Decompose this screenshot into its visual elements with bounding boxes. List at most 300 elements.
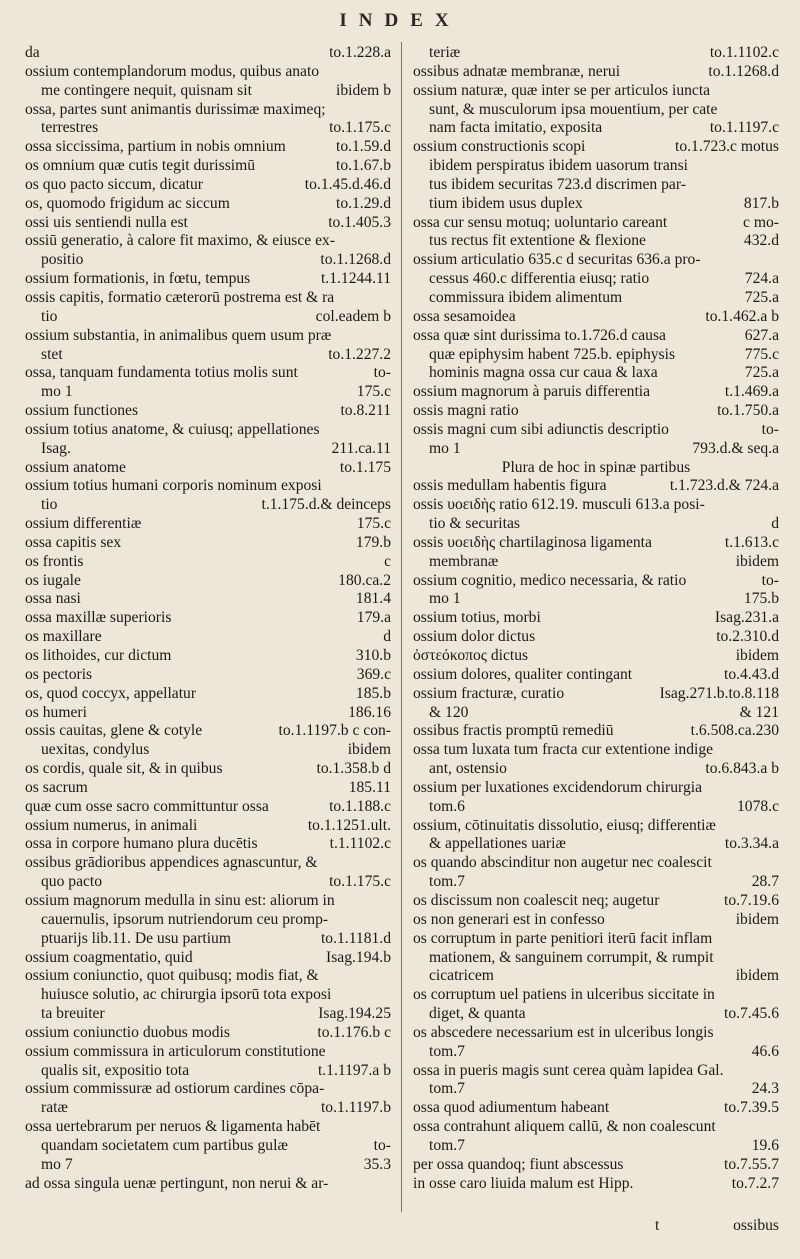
index-entry	[25, 138, 391, 157]
entry-text: os frontis	[25, 552, 84, 570]
index-entry	[25, 873, 391, 892]
index-entry	[25, 722, 391, 741]
entry-reference: to.7.19.6	[720, 892, 779, 911]
entry-reference: to-	[370, 1137, 391, 1156]
entry-text: & 120	[429, 703, 469, 721]
entry-text: ossium per luxationes excidendorum chirurgia	[413, 778, 702, 796]
entry-text: stet	[41, 345, 63, 363]
index-entry	[25, 383, 391, 402]
entry-reference: 35.3	[360, 1156, 391, 1175]
entry-text: os maxillare	[25, 628, 102, 646]
entry-text: ossiū generatio, à calore fit maximo, & eiusce ex-	[25, 232, 336, 250]
entry-text: ossa nasi	[25, 590, 81, 608]
page-header: INDEX	[339, 10, 461, 31]
entry-text: ossium totius anatome, & cuiusq; appellationes	[25, 420, 320, 438]
entry-reference: to.1.723.c motus	[671, 138, 779, 157]
entry-reference: 175.c	[353, 383, 391, 402]
entry-reference: 310.b	[352, 647, 391, 666]
index-entry	[25, 232, 391, 251]
index-entry	[25, 741, 391, 760]
page-footer	[413, 1216, 779, 1236]
entry-text: ossium totius humani corporis nominum exposi	[25, 477, 322, 495]
entry-reference: to.1.1102.c	[706, 44, 779, 63]
entry-text: ant, ostensio	[429, 760, 507, 778]
entry-text: tom.7	[429, 1042, 465, 1060]
entry-text: ossium fracturæ, curatio	[413, 684, 565, 702]
entry-reference: ibidem b	[332, 82, 391, 101]
index-entry	[25, 1118, 391, 1137]
index-entry	[25, 798, 391, 817]
entry-reference: to.1.1251.ult.	[304, 817, 391, 836]
index-entry	[413, 1024, 779, 1043]
index-entry	[25, 553, 391, 572]
entry-reference: Isag.194.25	[314, 1005, 391, 1024]
entry-text: ossa in pueris magis sunt cerea quàm lapidea Gal.	[413, 1061, 724, 1079]
index-entry	[25, 402, 391, 421]
entry-reference: to.1.228.a	[325, 44, 391, 63]
index-entry	[413, 817, 779, 836]
index-entry	[25, 911, 391, 930]
index-entry	[413, 609, 779, 628]
index-entry	[413, 1005, 779, 1024]
entry-text: ad ossa singula uenæ pertingunt, non nerui & ar-	[25, 1174, 329, 1192]
entry-reference: 179.a	[353, 609, 391, 628]
index-entry	[25, 1024, 391, 1043]
entry-text: da	[25, 44, 40, 61]
entry-reference: to.4.43.d	[720, 666, 779, 685]
index-entry	[413, 628, 779, 647]
entry-text: os abscedere necessarium est in ulceribus longis	[413, 1023, 714, 1041]
entry-reference: t.1.1197.a b	[314, 1062, 391, 1081]
index-entry	[25, 289, 391, 308]
entry-reference: t.6.508.ca.230	[687, 722, 779, 741]
entry-reference: to.1.1268.d	[316, 251, 391, 270]
index-entry	[413, 251, 779, 270]
index-entry	[413, 1175, 779, 1194]
index-entry	[25, 1156, 391, 1175]
entry-text: tom.6	[429, 797, 465, 815]
entry-reference: col.eadem b	[312, 308, 391, 327]
entry-text: quæ cum osse sacro committuntur ossa	[25, 797, 269, 815]
index-entry	[25, 327, 391, 346]
entry-reference: to.1.227.2	[324, 346, 391, 365]
entry-text: ossium coniunctio duobus modis	[25, 1023, 230, 1041]
entry-text: cicatricem	[429, 967, 494, 985]
index-entry	[25, 82, 391, 101]
index-entry	[413, 82, 779, 101]
entry-text: ossium coagmentatio, quid	[25, 948, 193, 966]
entry-text: tio	[41, 496, 58, 514]
entry-text: ossi uis sentiendi nulla est	[25, 213, 188, 231]
entry-text: huiusce solutio, ac chirurgia ipsorū tota exposi	[41, 986, 332, 1004]
index-entry	[25, 986, 391, 1005]
entry-reference: to.2.310.d	[712, 628, 779, 647]
entry-reference: to.7.2.7	[728, 1175, 779, 1194]
index-entry	[413, 459, 779, 478]
entry-text: ossibus fractis promptū remediū	[413, 722, 614, 740]
entry-text: sunt, & musculorum ipsa mouentium, per cate	[429, 100, 718, 118]
entry-text: commissura ibidem alimentum	[429, 288, 623, 306]
entry-text: os corruptum in parte penitiori iterū facit inflam	[413, 929, 713, 947]
index-entry	[413, 101, 779, 120]
entry-text: positio	[41, 251, 84, 269]
entry-text: cauernulis, ipsorum nutriendorum ceu promp-	[41, 910, 329, 928]
entry-text: ossa siccissima, partium in nobis omnium	[25, 138, 286, 156]
index-entry	[25, 477, 391, 496]
index-entry	[25, 967, 391, 986]
entry-text: ossium differentiæ	[25, 515, 142, 533]
entry-reference: 725.a	[741, 364, 779, 383]
entry-reference: t.1.1244.11	[317, 270, 391, 289]
entry-reference: to.1.175	[336, 459, 391, 478]
entry-text: tom.7	[429, 1136, 465, 1154]
entry-reference: to.3.34.a	[721, 835, 779, 854]
entry-text: ossium articulatio 635.c d securitas 636.a pro-	[413, 251, 701, 269]
index-entry	[413, 949, 779, 968]
entry-reference: ibidem	[732, 967, 779, 986]
index-entry	[413, 383, 779, 402]
entry-reference: d	[767, 515, 779, 534]
entry-text: terrestres	[41, 119, 99, 137]
entry-text: ossium magnorum à paruis differentia	[413, 383, 651, 401]
index-entry	[25, 1005, 391, 1024]
entry-reference: c	[380, 553, 391, 572]
index-entry	[413, 534, 779, 553]
entry-reference: to.6.843.a b	[701, 760, 779, 779]
index-entry	[413, 760, 779, 779]
entry-text: ptuarijs lib.11. De usu partium	[41, 929, 231, 947]
entry-text: nam facta imitatio, exposita	[429, 119, 603, 137]
index-entry	[25, 854, 391, 873]
index-entry	[25, 628, 391, 647]
entry-text: ossium, cōtinuitatis dissolutio, eiusq; differentiæ	[413, 816, 716, 834]
index-entry	[413, 930, 779, 949]
entry-text: mationem, & sanguinem corrumpit, & rumpit	[429, 948, 714, 966]
entry-reference: to.7.45.6	[720, 1005, 779, 1024]
entry-reference: 432.d	[740, 232, 779, 251]
entry-text: ossis cauitas, glene & cotyle	[25, 722, 203, 740]
entry-reference: to-	[758, 421, 779, 440]
entry-text: tom.7	[429, 873, 465, 891]
entry-text: ossibus adnatæ membranæ, nerui	[413, 62, 621, 80]
index-entry	[413, 1062, 779, 1081]
index-entry	[413, 835, 779, 854]
index-entry	[25, 176, 391, 195]
index-entry	[25, 308, 391, 327]
entry-text: hominis magna ossa cur caua & laxa	[429, 364, 658, 382]
entry-text: ossa capitis sex	[25, 533, 122, 551]
index-entry	[25, 214, 391, 233]
entry-text: ossium dolores, qualiter contingant	[413, 665, 633, 683]
index-entry	[413, 44, 779, 63]
entry-text: os pectoris	[25, 665, 93, 683]
left-column	[25, 44, 391, 1193]
entry-reference: 19.6	[748, 1137, 779, 1156]
entry-text: ossibus grādioribus appendices agnascuntur, &	[25, 854, 318, 872]
entry-text: ossium dolor dictus	[413, 628, 536, 646]
entry-reference: to.1.175.c	[325, 119, 391, 138]
entry-text: os cordis, quale sit, & in quibus	[25, 760, 223, 778]
entry-text: os non generari est in confesso	[413, 910, 605, 928]
index-entry	[413, 572, 779, 591]
entry-text: tio & securitas	[429, 515, 520, 533]
index-entry	[25, 364, 391, 383]
entry-reference: 627.a	[741, 327, 779, 346]
entry-reference: 793.d.& seq.a	[688, 440, 779, 459]
entry-text: os iugale	[25, 571, 81, 589]
index-entry	[413, 327, 779, 346]
index-entry	[25, 534, 391, 553]
entry-text: quo pacto	[41, 873, 103, 891]
index-entry	[413, 986, 779, 1005]
index-entry	[25, 892, 391, 911]
entry-reference: to.1.1268.d	[704, 63, 779, 82]
index-entry	[413, 553, 779, 572]
entry-reference: 180.ca.2	[334, 572, 391, 591]
entry-text: ossa cur sensu motuq; uoluntario careant	[413, 213, 668, 231]
entry-reference: 369.c	[353, 666, 391, 685]
entry-reference: 179.b	[352, 534, 391, 553]
entry-reference: Isag.231.a	[711, 609, 779, 628]
entry-text: os sacrum	[25, 778, 88, 796]
index-entry	[413, 685, 779, 704]
index-entry	[25, 440, 391, 459]
index-entry	[25, 704, 391, 723]
entry-text: mo 1	[41, 383, 73, 401]
entry-reference: ibidem	[732, 911, 779, 930]
index-entry	[25, 666, 391, 685]
entry-reference: 186.16	[344, 704, 391, 723]
entry-reference: 181.4	[352, 590, 391, 609]
entry-reference: to.1.67.b	[332, 157, 391, 176]
entry-text: ossium numerus, in animali	[25, 816, 198, 834]
entry-text: ossis υοειδὴς chartilaginosa ligamenta	[413, 533, 652, 551]
entry-reference: 817.b	[740, 195, 779, 214]
index-entry	[413, 515, 779, 534]
entry-text: os lithoides, cur dictum	[25, 647, 172, 664]
entry-text: mo 1	[429, 439, 461, 457]
entry-text: ossium cognitio, medico necessaria, & ratio	[413, 571, 687, 589]
entry-reference: t.1.1102.c	[326, 835, 391, 854]
index-entry	[413, 1118, 779, 1137]
entry-reference: 775.c	[741, 346, 779, 365]
entry-text: ossa uertebrarum per neruos & ligamenta habēt	[25, 1118, 321, 1136]
index-entry	[413, 63, 779, 82]
entry-reference: to.8.211	[336, 402, 391, 421]
index-entry	[25, 270, 391, 289]
entry-text: mo 1	[429, 590, 461, 608]
entry-text: ossis medullam habentis figura	[413, 477, 607, 495]
entry-text: tus rectus fit extentione & flexione	[429, 232, 646, 250]
entry-text: os, quod coccyx, appellatur	[25, 684, 197, 702]
index-entry	[413, 1080, 779, 1099]
entry-text: os humeri	[25, 703, 87, 721]
entry-text: Plura de hoc in spinæ partibus	[501, 458, 691, 476]
entry-reference: & 121	[736, 704, 779, 723]
index-entry	[25, 1175, 391, 1194]
entry-text: ossis magni ratio	[413, 402, 519, 420]
index-entry	[413, 176, 779, 195]
entry-text: os quo pacto siccum, dicatur	[25, 175, 203, 193]
entry-reference: 46.6	[748, 1043, 779, 1062]
entry-text: cessus 460.c differentia eiusq; ratio	[429, 270, 650, 288]
index-entry	[25, 101, 391, 120]
entry-reference: to-	[370, 364, 391, 383]
index-entry	[413, 722, 779, 741]
entry-reference: to.1.176.b c	[313, 1024, 391, 1043]
index-entry	[413, 1137, 779, 1156]
entry-reference: 28.7	[748, 873, 779, 892]
entry-reference: 185.b	[352, 685, 391, 704]
index-entry	[413, 704, 779, 723]
index-entry	[25, 1099, 391, 1118]
index-entry	[413, 270, 779, 289]
entry-text: ossium constructionis scopi	[413, 138, 586, 156]
index-entry	[413, 741, 779, 760]
index-entry	[413, 195, 779, 214]
index-entry	[25, 760, 391, 779]
entry-text: mo 7	[41, 1155, 73, 1173]
entry-text: os corruptum uel patiens in ulceribus siccitate in	[413, 986, 715, 1004]
column-divider	[401, 42, 402, 1212]
entry-text: ossa quæ sint durissima to.1.726.d causa	[413, 326, 666, 344]
entry-text: ibidem perspiratus ibidem uasorum transi	[429, 157, 688, 175]
index-entry	[25, 647, 391, 666]
entry-reference: to.1.1197.b	[317, 1099, 391, 1118]
entry-reference: to-	[758, 572, 779, 591]
entry-text: tium ibidem usus duplex	[429, 194, 583, 212]
entry-text: ossium coniunctio, quot quibusq; modis fiat, &	[25, 967, 319, 985]
index-entry	[413, 440, 779, 459]
index-entry	[413, 138, 779, 157]
entry-reference: 175.b	[740, 590, 779, 609]
entry-text: qualis sit, expositio tota	[41, 1061, 190, 1079]
entry-text: teriæ	[429, 44, 461, 61]
index-entry	[413, 1156, 779, 1175]
index-entry	[413, 364, 779, 383]
entry-reference: 185.11	[345, 779, 391, 798]
entry-text: os quando abscinditur non augetur nec coalescit	[413, 854, 712, 872]
entry-reference: to.1.45.d.46.d	[301, 176, 391, 195]
entry-reference: Isag.271.b.to.8.118	[656, 685, 779, 704]
index-entry	[25, 157, 391, 176]
index-entry	[413, 911, 779, 930]
entry-text: ossa, partes sunt animantis durissimæ maximeq;	[25, 100, 326, 118]
index-entry	[25, 251, 391, 270]
entry-text: membranæ	[429, 552, 499, 570]
entry-text: ossa contrahunt aliquem callū, & non coalescunt	[413, 1118, 716, 1136]
right-column	[413, 44, 779, 1193]
index-entry	[25, 779, 391, 798]
entry-reference: 1078.c	[733, 798, 779, 817]
entry-text: tus ibidem securitas 723.d discrimen par-	[429, 175, 686, 193]
index-entry	[413, 647, 779, 666]
index-entry	[413, 308, 779, 327]
entry-reference: to.1.750.a	[713, 402, 779, 421]
signature-mark: t	[655, 1217, 660, 1234]
index-entry	[25, 1137, 391, 1156]
index-entry	[413, 496, 779, 515]
entry-text: ossium functiones	[25, 402, 139, 420]
entry-text: ratæ	[41, 1099, 68, 1117]
index-entry	[413, 873, 779, 892]
index-entry	[25, 459, 391, 478]
entry-reference: ibidem	[732, 647, 779, 666]
entry-reference: 725.a	[741, 289, 779, 308]
entry-text: Isag.	[41, 439, 71, 457]
entry-text: ossium commissuræ ad ostiorum cardines cōpa-	[25, 1080, 325, 1098]
entry-text: diget, & quanta	[429, 1005, 526, 1023]
entry-reference: d	[379, 628, 391, 647]
entry-text: in osse caro liuida malum est Hipp.	[413, 1174, 634, 1192]
index-entry	[25, 949, 391, 968]
entry-text: ossium naturæ, quæ inter se per articulos iuncta	[413, 81, 711, 99]
entry-reference: to.7.55.7	[720, 1156, 779, 1175]
index-entry	[25, 572, 391, 591]
entry-text: ossa in corpore humano plura ducētis	[25, 835, 258, 853]
index-entry	[413, 892, 779, 911]
index-entry	[413, 798, 779, 817]
entry-reference: to.1.59.d	[332, 138, 391, 157]
index-entry	[25, 817, 391, 836]
entry-reference: t.1.175.d.& deinceps	[258, 496, 392, 515]
entry-text: ossium anatome	[25, 458, 126, 476]
entry-text: uexitas, condylus	[41, 741, 150, 759]
entry-text: me contingere nequit, quisnam sit	[41, 81, 252, 99]
entry-reference: t.1.469.a	[721, 383, 779, 402]
entry-text: os omnium quæ cutis tegit durissimū	[25, 157, 256, 175]
index-entry	[25, 346, 391, 365]
entry-reference: to.1.175.c	[325, 873, 391, 892]
entry-text: os, quomodo frigidum ac siccum	[25, 194, 230, 212]
index-entry	[413, 1043, 779, 1062]
entry-reference: ibidem	[344, 741, 391, 760]
entry-reference: to.7.39.5	[720, 1099, 779, 1118]
entry-text: ossium magnorum medulla in sinu est: aliorum in	[25, 891, 335, 909]
entry-reference: Isag.194.b	[322, 949, 391, 968]
index-entry	[413, 421, 779, 440]
index-entry	[25, 515, 391, 534]
entry-reference: to.1.358.b d	[312, 760, 391, 779]
index-entry	[25, 421, 391, 440]
entry-text: ossis υοειδὴς ratio 612.19. musculi 613.a posi-	[413, 496, 705, 514]
entry-text: ossium totius, morbi	[413, 609, 541, 627]
entry-text: ossium substantia, in animalibus quem usum præ	[25, 326, 332, 344]
index-entry	[25, 119, 391, 138]
index-entry	[413, 967, 779, 986]
entry-text: ossa tum luxata tum fracta cur extentione indige	[413, 741, 714, 759]
index-entry	[413, 477, 779, 496]
entry-reference: to.1.1197.c	[706, 119, 779, 138]
entry-text: per ossa quandoq; fiunt abscessus	[413, 1155, 624, 1173]
catchword: ossibus	[733, 1217, 779, 1234]
index-entry	[413, 232, 779, 251]
entry-text: ossa maxillæ superioris	[25, 609, 172, 627]
index-entry	[413, 289, 779, 308]
index-entry	[413, 666, 779, 685]
entry-text: tio	[41, 307, 58, 325]
entry-reference: to.1.188.c	[325, 798, 391, 817]
index-entry	[25, 835, 391, 854]
entry-text: os discissum non coalescit neq; augetur	[413, 891, 660, 909]
entry-text: ossa sesamoidea	[413, 307, 516, 325]
entry-reference: 211.ca.11	[328, 440, 391, 459]
index-entry	[25, 685, 391, 704]
entry-reference: to.1.462.a b	[701, 308, 779, 327]
index-entry	[25, 590, 391, 609]
index-entry	[413, 1099, 779, 1118]
entry-text: ta breuiter	[41, 1005, 105, 1023]
